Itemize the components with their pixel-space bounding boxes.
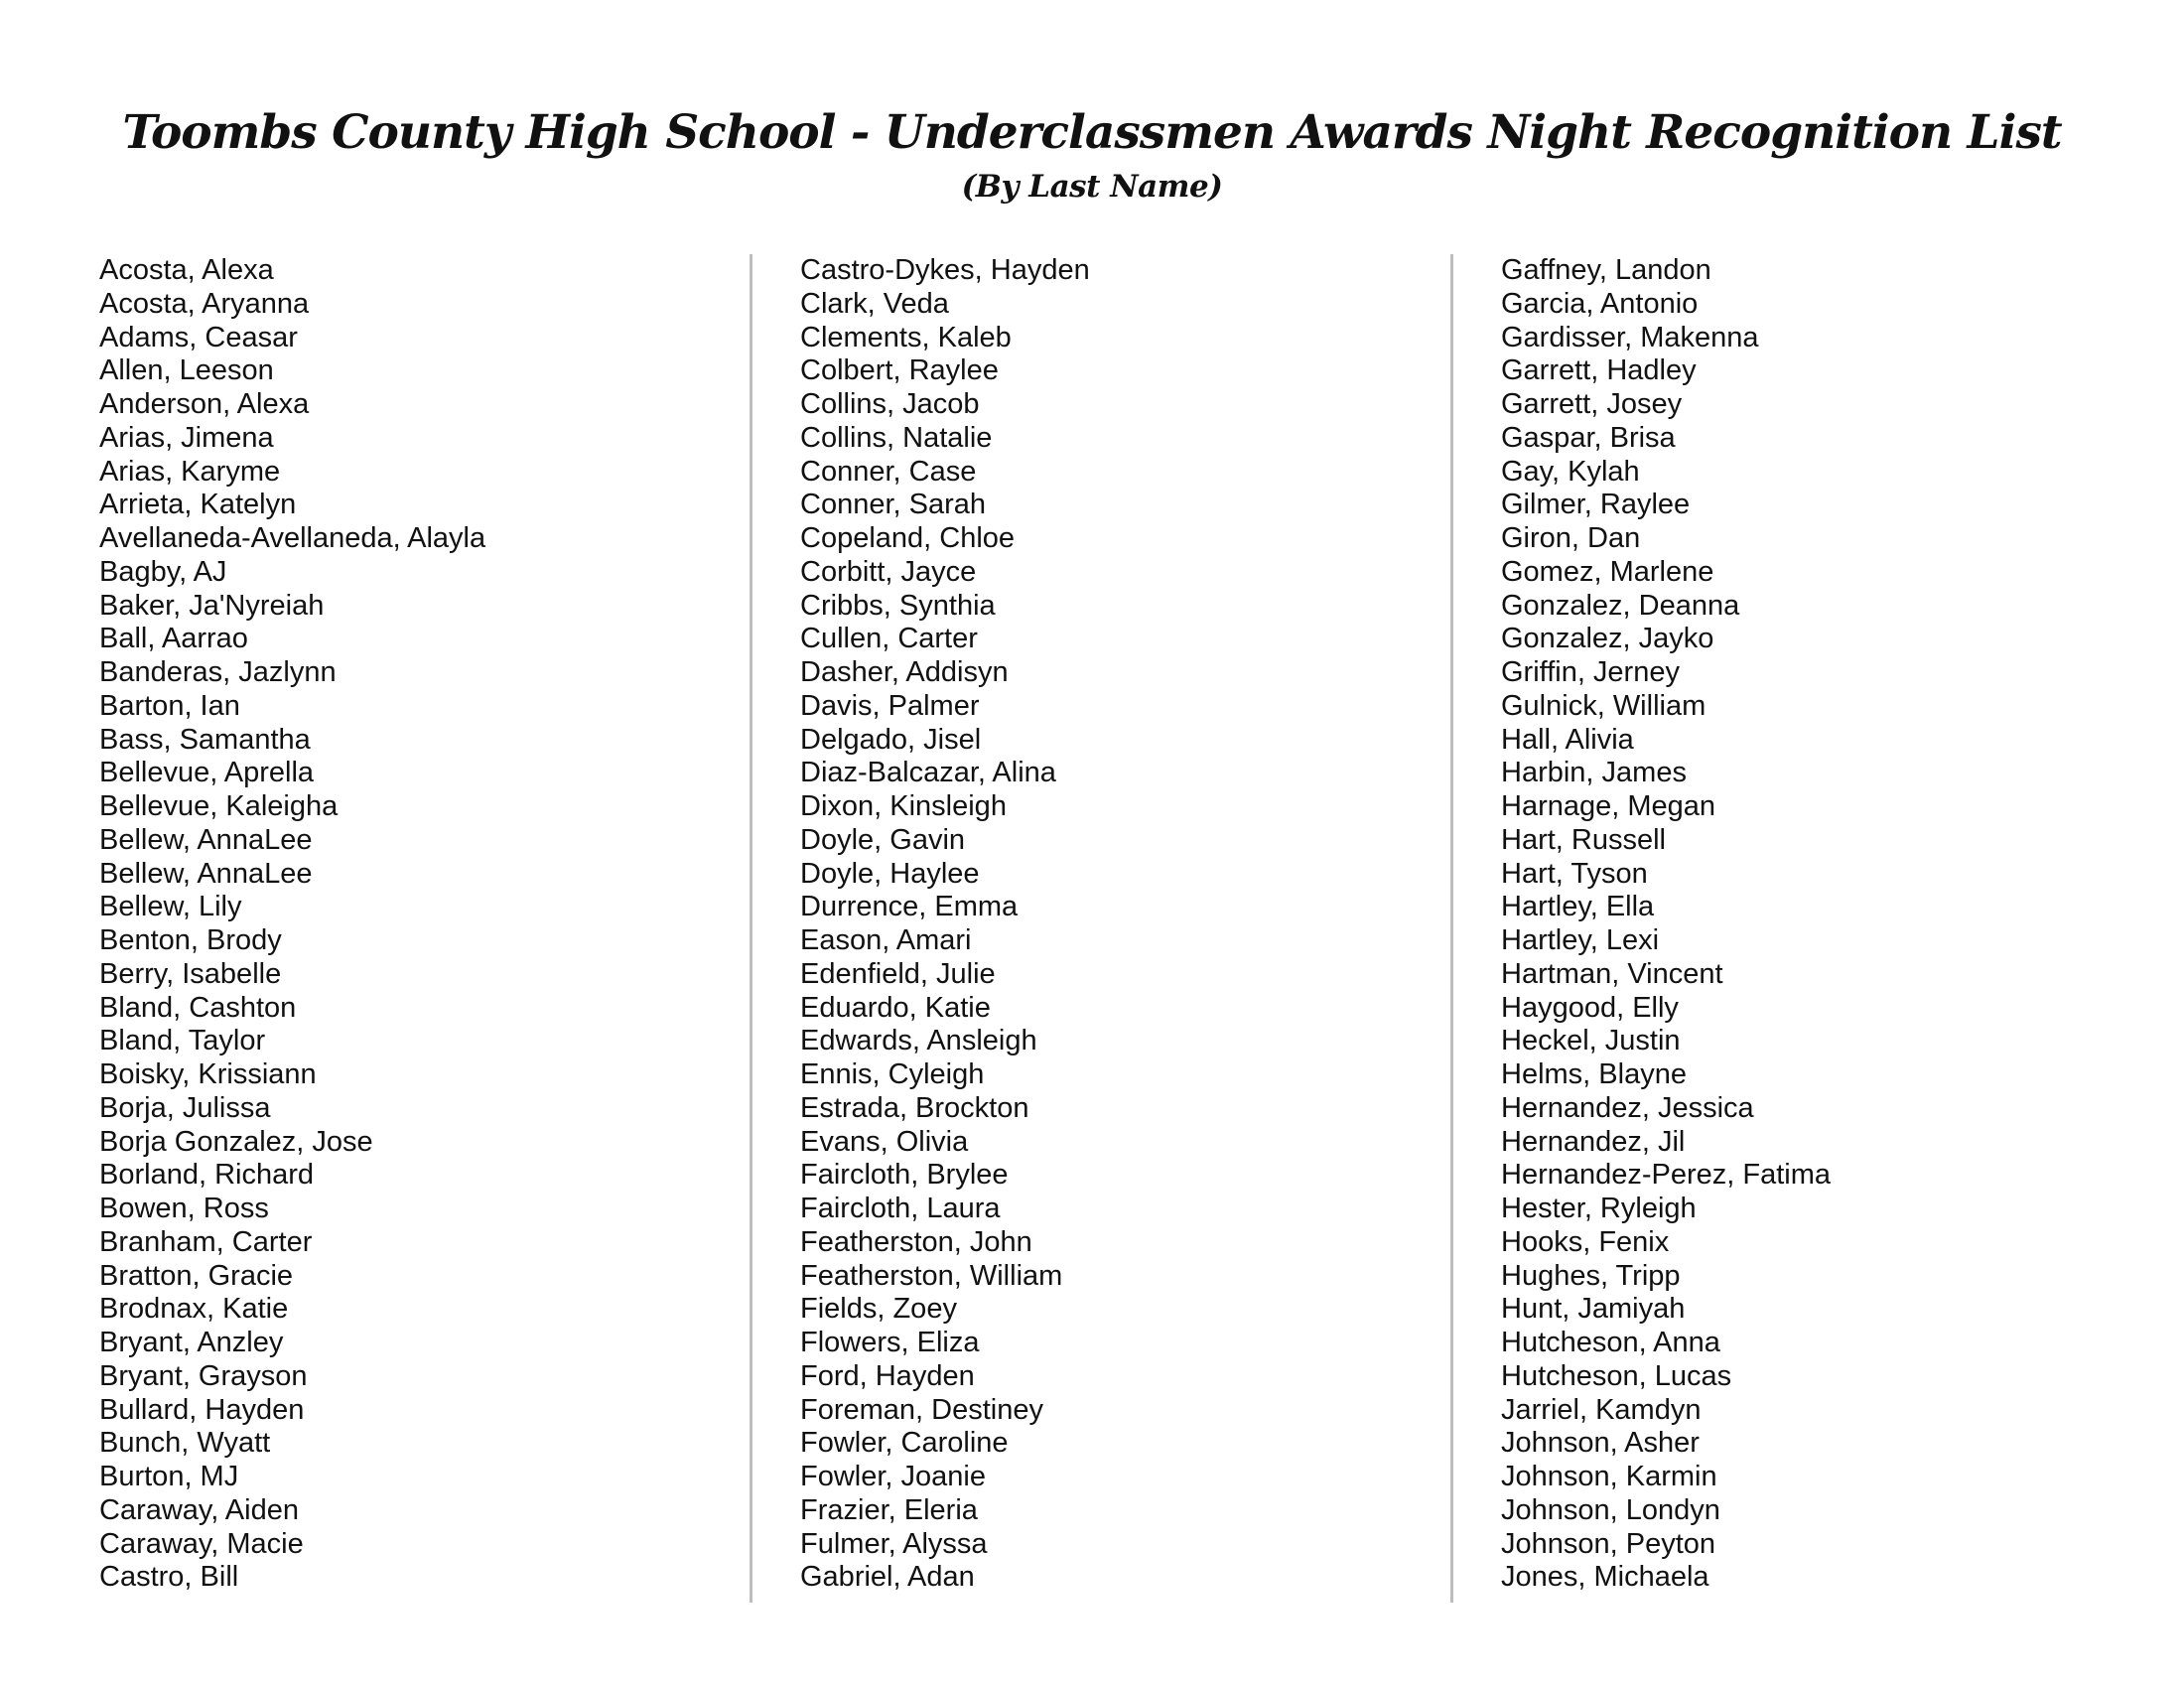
name-list-item: Dasher, Addisyn	[800, 656, 1009, 688]
name-list-item: Ford, Hayden	[800, 1359, 975, 1392]
name-list-item: Castro-Dykes, Hayden	[800, 254, 1090, 286]
name-list-item: Bratton, Gracie	[99, 1259, 294, 1292]
name-list-item: Brodnax, Katie	[99, 1293, 289, 1326]
name-list-item: Acosta, Aryanna	[99, 287, 310, 320]
name-list-item: Gaspar, Brisa	[1501, 421, 1676, 454]
name-list-item: Fulmer, Alyssa	[800, 1527, 988, 1560]
name-list-item: Edenfield, Julie	[800, 957, 996, 990]
column-divider-1	[750, 254, 752, 1603]
name-list-item: Bland, Taylor	[99, 1025, 266, 1057]
name-list-item: Heckel, Justin	[1501, 1025, 1681, 1057]
name-list-item: Adams, Ceasar	[99, 321, 298, 353]
name-list-item: Flowers, Eliza	[800, 1327, 980, 1358]
name-list-item: Cullen, Carter	[800, 623, 978, 655]
name-list-item: Allen, Leeson	[99, 354, 274, 387]
name-list-item: Bellew, Lily	[99, 891, 242, 923]
name-list-item: Hester, Ryleigh	[1501, 1193, 1697, 1224]
name-list-item: Faircloth, Laura	[800, 1193, 1001, 1224]
name-list-item: Acosta, Alexa	[99, 254, 274, 286]
name-list-item: Featherston, John	[800, 1225, 1032, 1258]
name-list-item: Bunch, Wyatt	[99, 1427, 271, 1460]
name-list-item: Bryant, Anzley	[99, 1327, 284, 1358]
name-list-item: Garcia, Antonio	[1501, 287, 1699, 320]
name-list-item: Ennis, Cyleigh	[800, 1058, 985, 1090]
name-list-item: Hunt, Jamiyah	[1501, 1293, 1686, 1326]
name-list-item: Hartley, Ella	[1501, 891, 1655, 923]
name-column-3	[1501, 254, 1831, 1595]
name-list-item: Benton, Brody	[99, 924, 282, 956]
name-list-item: Fowler, Caroline	[800, 1427, 1009, 1460]
name-list-item: Garrett, Josey	[1501, 388, 1683, 420]
name-list-item: Hart, Tyson	[1501, 857, 1648, 890]
name-list-item: Hernandez, Jil	[1501, 1125, 1686, 1158]
name-list-item: Conner, Sarah	[800, 489, 987, 521]
name-list-item: Hutcheson, Anna	[1501, 1327, 1720, 1358]
name-list-item: Borland, Richard	[99, 1159, 314, 1192]
name-list-item: Caraway, Aiden	[99, 1493, 299, 1526]
name-list-item: Jarriel, Kamdyn	[1501, 1393, 1702, 1426]
name-list-item: Collins, Jacob	[800, 388, 980, 420]
name-list-item: Borja, Julissa	[99, 1091, 271, 1124]
name-list-item: Harbin, James	[1501, 757, 1687, 789]
name-list-item: Gaffney, Landon	[1501, 254, 1711, 286]
name-list-item: Baker, Ja'Nyreiah	[99, 589, 325, 622]
name-list-item: Borja Gonzalez, Jose	[99, 1125, 373, 1158]
name-list-item: Bass, Samantha	[99, 723, 311, 756]
name-list-item: Hart, Russell	[1501, 823, 1666, 856]
page-title: Toombs County High School - Underclassmen Awards Night Recognition List	[122, 105, 2062, 160]
name-list-item: Doyle, Haylee	[800, 857, 980, 890]
name-list-item: Bryant, Grayson	[99, 1359, 308, 1392]
name-list-item: Eduardo, Katie	[800, 991, 991, 1024]
name-list-item: Castro, Bill	[99, 1561, 239, 1594]
name-list-item: Hartman, Vincent	[1501, 957, 1723, 990]
column-divider-2	[1450, 254, 1453, 1603]
name-list-item: Dixon, Kinsleigh	[800, 790, 1007, 822]
name-list-item: Collins, Natalie	[800, 421, 993, 454]
page-subtitle: (By Last Name)	[961, 169, 1223, 205]
name-list-item: Hughes, Tripp	[1501, 1259, 1681, 1292]
name-list-item: Hooks, Fenix	[1501, 1225, 1670, 1258]
name-list-item: Griffin, Jerney	[1501, 656, 1680, 688]
name-list-item: Anderson, Alexa	[99, 388, 310, 420]
name-list-item: Arias, Jimena	[99, 421, 274, 454]
name-list-item: Garrett, Hadley	[1501, 354, 1697, 387]
name-list-item: Gardisser, Makenna	[1501, 321, 1759, 353]
name-list-item: Hall, Alivia	[1501, 723, 1634, 756]
name-list-item: Branham, Carter	[99, 1225, 313, 1258]
name-list-item: Estrada, Brockton	[800, 1091, 1029, 1124]
name-list-item: Johnson, Karmin	[1501, 1461, 1717, 1492]
name-list-item: Gomez, Marlene	[1501, 555, 1714, 588]
name-list-item: Bland, Cashton	[99, 991, 297, 1024]
name-list-item: Johnson, Londyn	[1501, 1493, 1720, 1526]
name-list-item: Foreman, Destiney	[800, 1393, 1043, 1426]
name-list-item: Haygood, Elly	[1501, 991, 1679, 1024]
name-list-item: Gilmer, Raylee	[1501, 489, 1691, 521]
name-list-item: Jones, Michaela	[1501, 1561, 1709, 1594]
name-list-item: Bellevue, Aprella	[99, 757, 315, 789]
name-list-item: Bellew, AnnaLee	[99, 823, 313, 856]
name-list-item: Johnson, Peyton	[1501, 1527, 1716, 1560]
name-list-item: Hartley, Lexi	[1501, 924, 1660, 956]
name-list-item: Bagby, AJ	[99, 555, 227, 588]
name-list-item: Edwards, Ansleigh	[800, 1025, 1037, 1057]
name-list-item: Johnson, Asher	[1501, 1427, 1700, 1460]
name-list-item: Bellew, AnnaLee	[99, 857, 313, 890]
name-list-item: Gonzalez, Jayko	[1501, 623, 1714, 655]
name-list-item: Durrence, Emma	[800, 891, 1019, 923]
name-list-item: Helms, Blayne	[1501, 1058, 1687, 1090]
name-list-item: Harnage, Megan	[1501, 790, 1716, 822]
name-list-item: Hernandez-Perez, Fatima	[1501, 1159, 1832, 1192]
name-list-item: Colbert, Raylee	[800, 354, 999, 387]
name-list-item: Barton, Ian	[99, 689, 240, 722]
name-list-item: Fields, Zoey	[800, 1293, 957, 1326]
name-list-item: Arrieta, Katelyn	[99, 489, 297, 521]
name-list-item: Davis, Palmer	[800, 689, 980, 722]
name-list-item: Burton, MJ	[99, 1461, 239, 1492]
name-list-item: Clark, Veda	[800, 287, 949, 320]
name-list-item: Hutcheson, Lucas	[1501, 1359, 1732, 1392]
name-list-item: Bellevue, Kaleigha	[99, 790, 339, 822]
name-list-item: Banderas, Jazlynn	[99, 656, 337, 688]
name-list-item: Gabriel, Adan	[800, 1561, 975, 1594]
name-list-item: Evans, Olivia	[800, 1125, 969, 1158]
name-list-item: Hernandez, Jessica	[1501, 1091, 1754, 1124]
name-list-item: Gay, Kylah	[1501, 455, 1640, 488]
name-list-item: Avellaneda-Avellaneda, Alayla	[99, 522, 486, 554]
name-list-item: Cribbs, Synthia	[800, 589, 996, 622]
name-list-item: Eason, Amari	[800, 924, 972, 956]
name-list-item: Frazier, Eleria	[800, 1493, 978, 1526]
name-list-item: Faircloth, Brylee	[800, 1159, 1009, 1192]
name-list-item: Corbitt, Jayce	[800, 555, 977, 588]
name-list-item: Conner, Case	[800, 455, 977, 488]
name-column-2	[800, 254, 1090, 1595]
name-list-item: Arias, Karyme	[99, 455, 281, 488]
name-list-item: Clements, Kaleb	[800, 321, 1012, 353]
name-columns	[0, 254, 2184, 1605]
name-list-item: Boisky, Krissiann	[99, 1058, 317, 1090]
name-list-item: Delgado, Jisel	[800, 723, 982, 756]
name-list-item: Ball, Aarrao	[99, 623, 248, 655]
name-list-item: Copeland, Chloe	[800, 522, 1016, 554]
name-list-item: Gonzalez, Deanna	[1501, 589, 1740, 622]
name-list-item: Diaz-Balcazar, Alina	[800, 757, 1056, 789]
name-list-item: Doyle, Gavin	[800, 823, 966, 856]
name-list-item: Featherston, William	[800, 1259, 1063, 1292]
name-list-item: Berry, Isabelle	[99, 957, 282, 990]
name-list-item: Bowen, Ross	[99, 1193, 269, 1224]
name-list-item: Fowler, Joanie	[800, 1461, 986, 1492]
name-list-item: Caraway, Macie	[99, 1527, 304, 1560]
name-list-item: Gulnick, William	[1501, 689, 1706, 722]
name-list-item: Giron, Dan	[1501, 522, 1641, 554]
name-list-item: Bullard, Hayden	[99, 1393, 305, 1426]
name-column-1	[99, 254, 485, 1595]
